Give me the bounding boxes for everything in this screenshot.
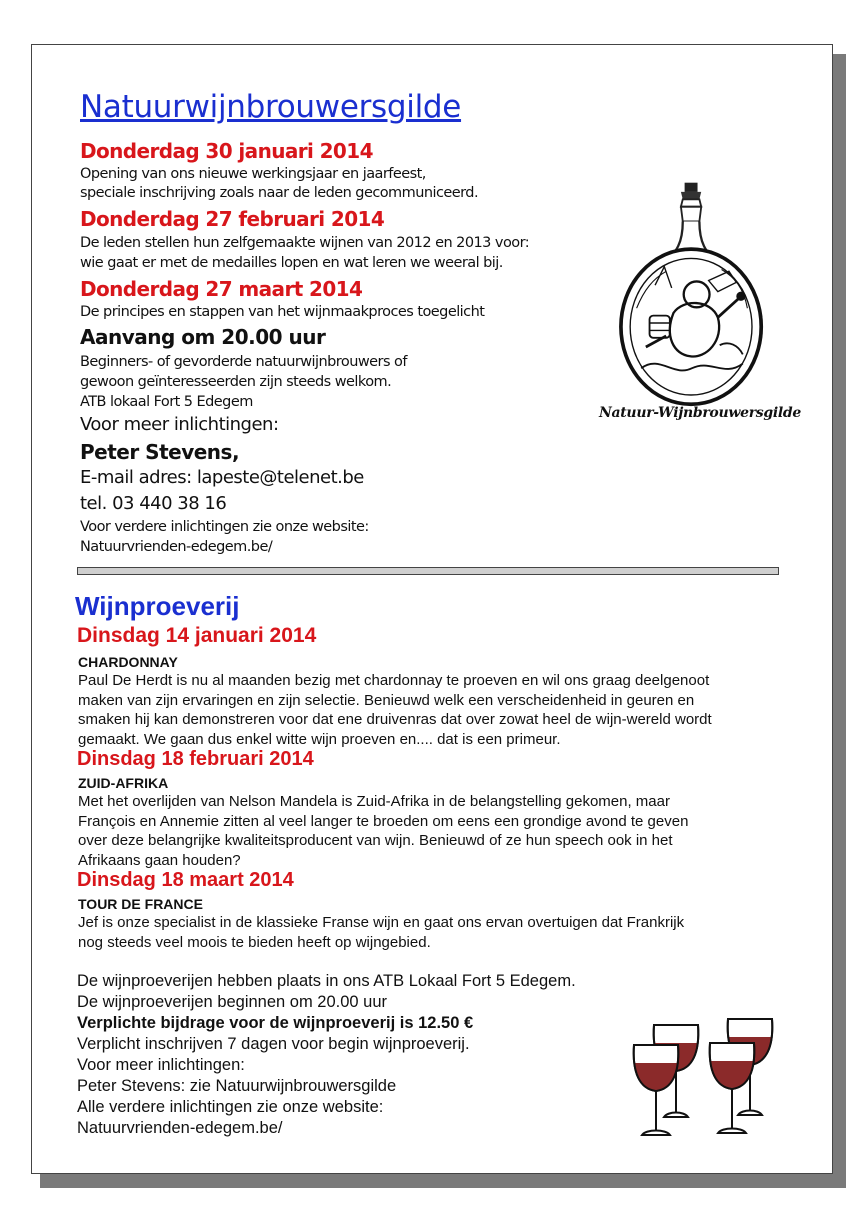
tasting-description	[78, 913, 783, 952]
text-line: smaken hij kan demonstreren voor dat ene druivenras dat over zowat heel de wijn-wereld wordt	[78, 711, 712, 728]
tasting-description	[78, 792, 783, 870]
practical-line: De wijnproeverijen hebben plaats in ons ATB Lokaal Fort 5 Edegem.	[77, 972, 576, 990]
event-line: Opening van ons nieuwe werkingsjaar en jaarfeest,	[80, 166, 426, 182]
flyer-page	[31, 44, 833, 1174]
email-line[interactable]: E-mail adres: lapeste@telenet.be	[80, 467, 364, 488]
text-line: maken van zijn ervaringen en zijn selectie. Benieuwd welk een verscheidenheid in geuren en	[78, 691, 695, 709]
practical-line: Voor meer inlichtingen:	[77, 1056, 245, 1074]
tasting-date: Dinsdag 18 maart 2014	[77, 869, 294, 891]
tasting-description	[78, 671, 783, 749]
website-link[interactable]: Natuurvrienden-edegem.be/	[80, 539, 273, 555]
event-line: speciale inschrijving zoals naar de leden gecommuniceerd.	[80, 185, 479, 201]
event-line: De leden stellen hun zelfgemaakte wijnen van 2012 en 2013 voor:	[80, 235, 530, 251]
tasting-date: Dinsdag 14 januari 2014	[77, 624, 317, 647]
welcome-line: gewoon geïnteresseerden zijn steeds welkom.	[80, 374, 392, 390]
practical-line: Verplicht inschrijven 7 dagen voor begin wijnproeverij.	[77, 1035, 470, 1053]
text-line: Met het overlijden van Nelson Mandela is Zuid-Afrika in de belangstelling gekomen, maar	[78, 793, 670, 810]
website-link[interactable]: Natuurvrienden-edegem.be/	[77, 1119, 283, 1137]
text-line: gemaakt. We gaan dus enkel witte wijn proeven en.... dat is een primeur.	[78, 730, 561, 748]
wine-bottle-logo-icon	[604, 179, 780, 419]
info-heading: Voor meer inlichtingen:	[80, 414, 279, 435]
wine-glasses-icon	[630, 1013, 780, 1143]
practical-line: Peter Stevens: zie Natuurwijnbrouwersgilde	[77, 1077, 397, 1095]
tasting-date: Dinsdag 18 februari 2014	[77, 748, 314, 770]
event-line: wie gaat er met de medailles lopen en wat leren we weeral bij.	[80, 255, 503, 271]
start-time: Aanvang om 20.00 uur	[80, 325, 326, 349]
event-date: Donderdag 27 februari 2014	[80, 207, 385, 231]
website-intro: Voor verdere inlichtingen zie onze website:	[80, 519, 369, 535]
location-line: ATB lokaal Fort 5 Edegem	[80, 394, 253, 410]
event-line: De principes en stappen van het wijnmaakproces toegelicht	[80, 304, 485, 320]
gilde-title: Natuurwijnbrouwersgilde	[80, 89, 462, 125]
text-line: over deze belangrijke kwaliteitsproducent van wijn. Benieuwd of ze hun speech ook in het	[78, 832, 673, 849]
welcome-line: Beginners- of gevorderde natuurwijnbrouwers of	[80, 354, 407, 370]
logo-caption: Natuur-Wijnbrouwersgilde	[599, 405, 801, 421]
phone-line: tel. 03 440 38 16	[80, 493, 227, 514]
text-line: Jef is onze specialist in de klassieke Franse wijn en gaat ons ervan overtuigen dat Frankrijk	[78, 914, 685, 931]
text-line: nog steeds veel moois te bieden heeft op wijngebied.	[78, 933, 431, 951]
text-line: Paul De Herdt is nu al maanden bezig met chardonnay te proeven en wil ons graag deelgenoot	[78, 672, 710, 689]
price-line: Verplichte bijdrage voor de wijnproeverij is 12.50 €	[77, 1014, 474, 1032]
event-date: Donderdag 27 maart 2014	[80, 277, 363, 301]
section-divider	[77, 567, 779, 575]
tasting-title: Wijnproeverij	[75, 591, 240, 621]
practical-line: Alle verdere inlichtingen zie onze website:	[77, 1098, 384, 1116]
text-line: Afrikaans gaan houden?	[78, 851, 241, 869]
tasting-subtitle: TOUR DE FRANCE	[78, 896, 203, 912]
contact-name: Peter Stevens,	[80, 440, 240, 464]
tasting-subtitle: ZUID-AFRIKA	[78, 775, 169, 791]
tasting-subtitle: CHARDONNAY	[78, 654, 178, 670]
text-line: François en Annemie zitten al veel langer te broeden om eens een grondige avond te geven	[78, 812, 689, 830]
event-date: Donderdag 30 januari 2014	[80, 139, 373, 163]
practical-line: De wijnproeverijen beginnen om 20.00 uur	[77, 993, 388, 1011]
